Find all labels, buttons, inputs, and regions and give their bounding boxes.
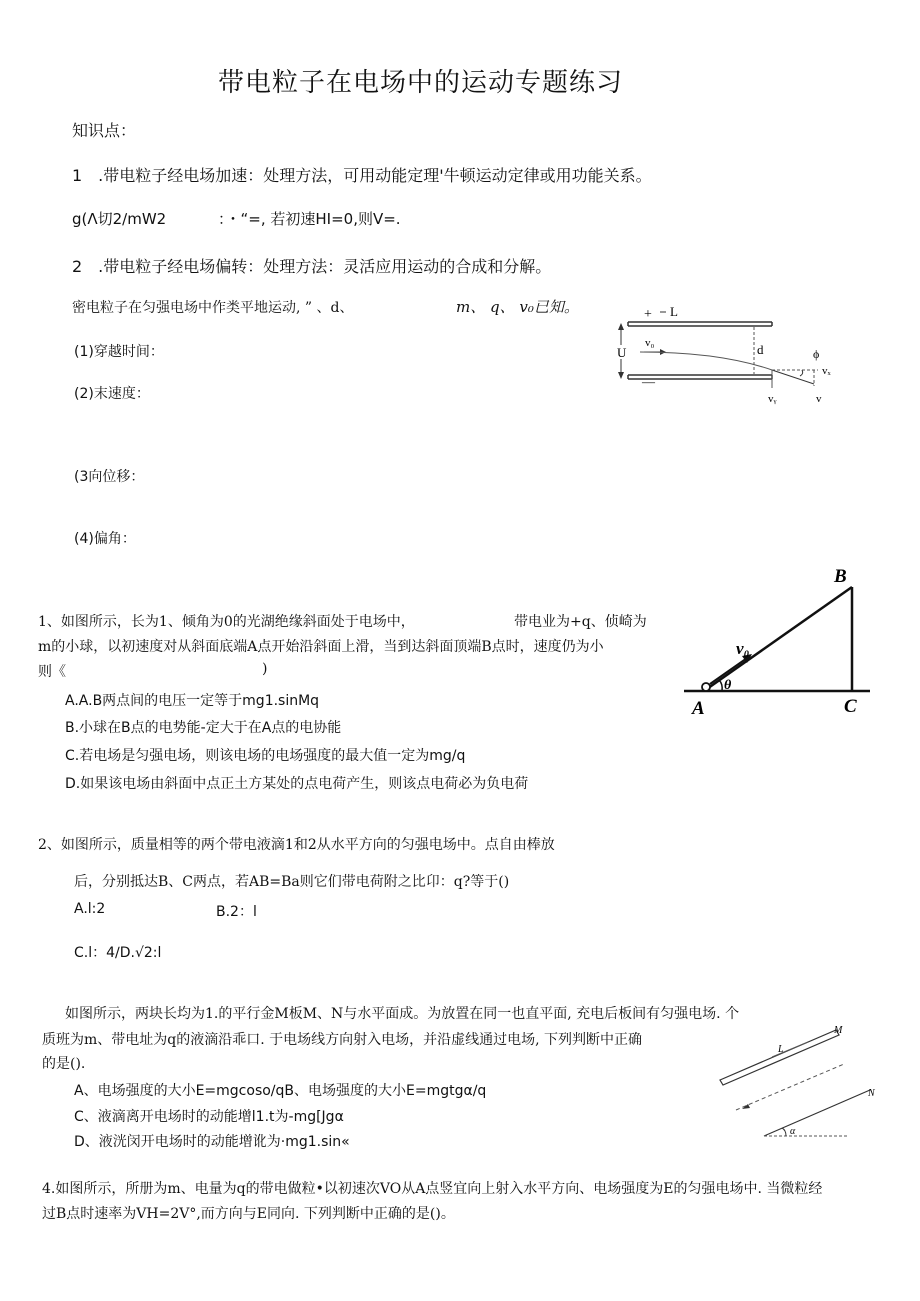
q4-line-1: 4.如图所示，所册为m、电量为q的带电做粒•以初速次VO从A点竖宜向上射入水平方向、电场强度为E的匀强电场中. 当微粒经 xyxy=(42,1181,823,1197)
plate-length-label: L xyxy=(670,304,678,319)
point-a-label: A xyxy=(692,698,705,719)
q1-line-3b: ) xyxy=(262,661,268,677)
q3-option-d: D、液洸闵开电场时的动能增讹为·mg1.sin« xyxy=(74,1134,350,1150)
q1-option-d: D.如果该电场由斜面中点正土方某处的点电荷产生，则该点电荷必为负电荷 xyxy=(65,776,529,792)
formula-1-right: ：・“=, 若初速HI=0,则V=. xyxy=(218,210,401,228)
point-b-label: B xyxy=(834,566,847,587)
q2-line-2: 后，分别抵达B、C两点，若AB=Ba则它们带电荷附之比卬：q?等于() xyxy=(74,874,510,890)
point-2: 2 .带电粒子经电场偏转：处理方法：灵活应用运动的合成和分解。 xyxy=(72,257,552,276)
q1-line-1: 1、如图所示，长为1、倾角为0的光湖绝缘斜面处于电场中， xyxy=(38,614,415,630)
q1-line-1b: 带电业为+q、侦崎为 xyxy=(514,614,647,630)
q2-option-cd: C.l：4∕D.√2:l xyxy=(74,945,162,961)
plate-length-label-2: L xyxy=(778,1044,784,1055)
plate-minus-label: — xyxy=(642,374,655,389)
formula-1-left: g(Λ切2∕mW2 xyxy=(72,210,167,228)
plate-n-label: N xyxy=(868,1088,875,1099)
item-crossing-time: (1)穿越时间： xyxy=(74,344,164,360)
deflection-diagram xyxy=(600,300,850,410)
page-title: 带电粒子在电场中的运动专题练习 xyxy=(218,68,624,98)
vx-label: vₓ xyxy=(822,365,831,377)
q2-option-a: A.l:2 xyxy=(74,901,106,917)
vy-label: vᵧ xyxy=(768,393,777,405)
plate-angle-label: α xyxy=(790,1126,796,1137)
q3-line-3: 的是(). xyxy=(42,1056,86,1072)
q1-line-2: m的小球，以初速度对从斜面底端A点开始沿斜面上滑，当到达斜面顶端B点时，速度仍为小 xyxy=(38,639,604,655)
q1-option-a: A.A.B两点间的电压一定等于mg1.sinMq xyxy=(65,693,320,709)
q3-option-ab: A、电场强度的大小E=mgcoso∕qB、电场强度的大小E=mgtgα∕q xyxy=(74,1083,487,1099)
deflect-angle-label: ϕ xyxy=(813,347,820,361)
q3-line-2: 质班为m、带电址为q的液滴沿乖口. 于电场线方向射入电场，并沿虚线通过电场, 下列判断中正确 xyxy=(42,1032,643,1048)
incline-diagram xyxy=(680,560,880,720)
deflect-intro-left: 密电粒子在匀强电场中作类平地运动, ” 、d、 xyxy=(72,300,354,316)
q1-option-c: C.若电场是匀强电场，则该电场的电场强度的最大值一定为mg/q xyxy=(65,748,466,764)
q3-option-c: C、液滴离开电场时的动能增l1.t为-mg[Jgα xyxy=(74,1109,344,1125)
point-c-label: C xyxy=(844,696,857,717)
item-final-speed: (2)末速度： xyxy=(74,386,150,402)
incline-velocity-label: v₀ xyxy=(736,639,750,658)
item-deflection-angle: (4)偏角： xyxy=(74,531,136,547)
q2-line-1: 2、如图所示，质量相等的两个带电液滴1和2从水平方向的匀强电场中。点自由棒放 xyxy=(38,837,555,853)
q1-option-b: B.小球在B点的电势能-定大于在A点的电协能 xyxy=(65,720,342,736)
q1-line-3: 则《 xyxy=(38,664,66,680)
inclined-plates-diagram xyxy=(712,1020,882,1144)
q2-option-b: B.2：l xyxy=(216,904,257,920)
plate-m-label: M xyxy=(834,1025,843,1036)
final-velocity-label: v xyxy=(816,393,822,405)
item-displacement: (3向位移： xyxy=(74,469,145,485)
plate-gap-label: d xyxy=(757,342,764,357)
q3-line-1: 如图所示，两块长均为1.的平行金M板M、N与水平面成。为放置在同一也直平面, 充电后板间有匀强电场. 个 xyxy=(65,1006,740,1022)
deflect-intro-right: m、 q、 v₀已知。 xyxy=(456,298,579,316)
point-1: 1 .带电粒子经电场加速：处理方法，可用动能定理'牛顿运动定律或用功能关系。 xyxy=(72,166,652,185)
plate-plus-label: + xyxy=(644,307,652,322)
q4-line-2: 过B点时速率为VH=2V°,而方向与E同向. 下列判断中正确的是()。 xyxy=(42,1206,455,1222)
initial-velocity-label: v₀ xyxy=(645,337,655,349)
incline-angle-label: θ xyxy=(724,678,732,693)
knowledge-heading: 知识点： xyxy=(72,121,137,140)
voltage-label: U xyxy=(617,345,627,360)
